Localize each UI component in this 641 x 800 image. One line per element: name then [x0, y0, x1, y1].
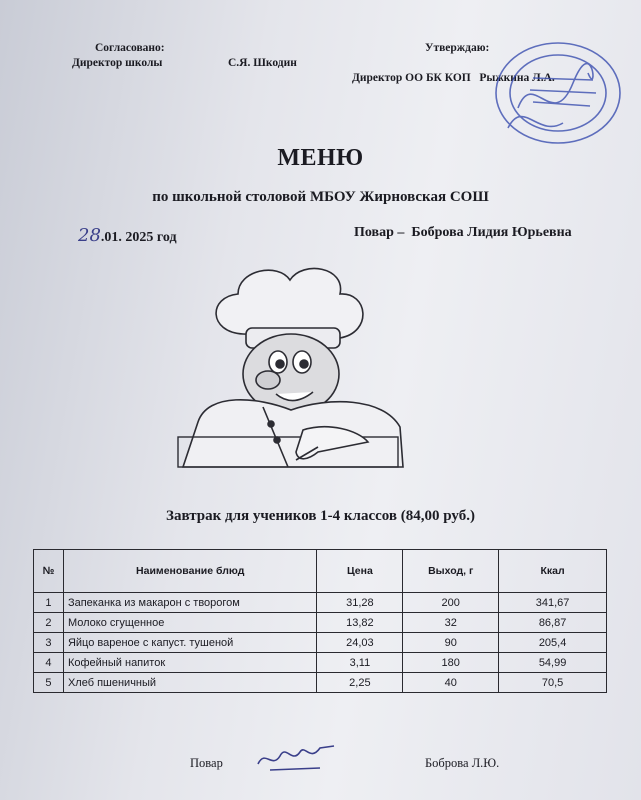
cell-yield: 90: [403, 633, 499, 653]
cell-price: 24,03: [317, 633, 403, 653]
approved-label: Согласовано:: [95, 42, 165, 54]
col-header-price: Цена: [317, 550, 403, 593]
table-row: [34, 613, 607, 633]
cell-kcal: 205,4: [499, 633, 607, 653]
chef-illustration: [168, 262, 418, 472]
meal-title: Завтрак для учеников 1-4 классов (84,00 руб.): [166, 508, 475, 524]
footer-name: Боброва Л.Ю.: [425, 756, 500, 770]
table-row: [34, 653, 607, 673]
page-title: МЕНЮ: [277, 145, 364, 171]
cell-number: 5: [34, 673, 64, 693]
cell-price: 13,82: [317, 613, 403, 633]
cell-dish: Молоко сгущенное: [63, 613, 317, 633]
official-stamp: [478, 38, 628, 148]
col-header-dish: Наименование блюд: [63, 550, 317, 593]
cell-kcal: 341,67: [499, 593, 607, 613]
date-day-handwritten: 28: [78, 225, 101, 246]
cell-number: 1: [34, 593, 64, 613]
table-row: [34, 593, 607, 613]
cell-number: 4: [34, 653, 64, 673]
approved-name: С.Я. Шкодин: [228, 57, 297, 69]
cell-price: 31,28: [317, 593, 403, 613]
table-header-row: [34, 550, 607, 593]
date-rest: .01. 2025 год: [100, 230, 177, 245]
cell-price: 3,11: [317, 653, 403, 673]
col-header-number: №: [34, 550, 64, 593]
page-subtitle: по школьной столовой МБОУ Жирновская СОШ: [152, 189, 489, 205]
cell-number: 2: [34, 613, 64, 633]
col-header-yield: Выход, г: [403, 550, 499, 593]
cell-yield: 40: [403, 673, 499, 693]
cell-dish: Запеканка из макарон с творогом: [63, 593, 317, 613]
cell-kcal: 70,5: [499, 673, 607, 693]
cell-yield: 32: [403, 613, 499, 633]
cell-dish: Хлеб пшеничный: [63, 673, 317, 693]
date-line: [78, 225, 177, 246]
cell-number: 3: [34, 633, 64, 653]
cook-line: Повар – Боброва Лидия Юрьевна: [354, 225, 572, 240]
cell-dish: Яйцо вареное с капуст. тушеной: [63, 633, 317, 653]
cook-signature: [250, 734, 340, 776]
confirm-label: Утверждаю:: [425, 42, 490, 54]
col-header-kcal: Ккал: [499, 550, 607, 593]
menu-table: [33, 549, 607, 693]
cell-dish: Кофейный напиток: [63, 653, 317, 673]
approved-role: Директор школы: [72, 57, 163, 69]
cell-yield: 200: [403, 593, 499, 613]
cell-price: 2,25: [317, 673, 403, 693]
confirm-role-name: Директор ОО БК КОП Рыжкина Л.А.: [352, 72, 555, 84]
cell-kcal: 86,87: [499, 613, 607, 633]
table-row: [34, 633, 607, 653]
cell-kcal: 54,99: [499, 653, 607, 673]
footer-role: Повар: [190, 756, 223, 770]
table-row: [34, 673, 607, 693]
cell-yield: 180: [403, 653, 499, 673]
